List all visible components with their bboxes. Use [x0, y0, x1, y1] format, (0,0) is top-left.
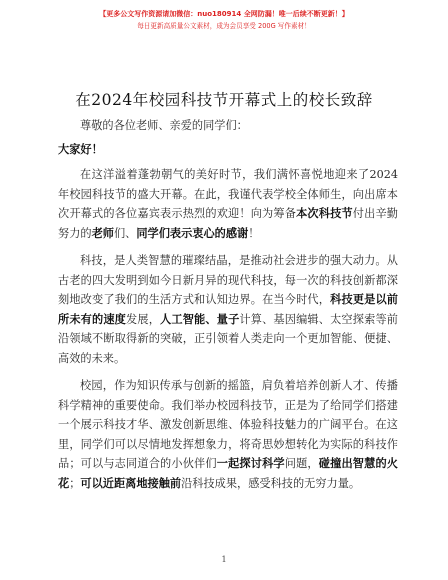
paragraph-2: [58, 251, 398, 368]
p2-bold-1: 科技更是以前所未有的速度: [58, 292, 398, 326]
promo-line-2: 每日更新高质量公文素材，成为会员享受 200G 写作素材！: [137, 22, 311, 30]
p2-text-d: 计算、基因编辑、太空探索等前沿领域不断取得新的突破，正引领着人类走向一个更加智能、便捷、高效的未来。: [58, 312, 398, 365]
p3-bold-1: 一起探讨科学: [216, 456, 285, 470]
promo-banner: [0, 8, 448, 32]
p2-bold-2: 人工智能、量子: [160, 311, 240, 326]
p3-text-a: 校园，作为知识传承与创新的摇篮，肩负着培养创新人才、传播科学精神的重要使命。我们举办校园科技节，正是为了给同学们搭建一个展示科技才华、激发创新思维、体验科技魅力的广阔平台。在这里，同学们可以尽情地发挥想象力，将奇思妙想转化为实际的科技作品；可以与志同道合的小伙伴们: [58, 379, 398, 470]
p2-text-c: 发展，: [126, 312, 161, 326]
p3-text-d: ；: [69, 476, 81, 490]
page-number: 1: [221, 555, 227, 564]
greeting: 大家好！: [58, 141, 103, 156]
page-title: 在2024年校园科技节开幕式上的校长致辞: [75, 91, 373, 109]
paragraph-3: [58, 376, 398, 493]
promo-line-1: 【更多公文写作资源请加微信：nuo180914 全网防漏！唯一后续不断更新！】: [99, 10, 349, 18]
salutation: 尊敬的各位老师、亲爱的同学们：: [80, 119, 248, 132]
p1-text-a: 在这洋溢着蓬勃朝气的美好时节，我们满怀喜悦地迎来了2024年校园科技节的盛大开幕。在此，我谨代表学校全体师生，向出席本次开幕式的各位嘉宾表示热烈的欢迎！向为筹备: [58, 168, 398, 220]
p1-bold-2: 老师: [91, 225, 114, 240]
p2-text-a: 科技，是人类智慧的璀璨结晶，是推动社会进步的强大动力。从古老的四大发明到如今日新月异的现代科技，每一次的科技创新都深刻地改变了我们的生活方式和认知边界。在当今时代，: [58, 254, 398, 306]
p3-bold-2: 碰撞出智慧的火花: [58, 456, 398, 490]
paragraph-1: [58, 165, 398, 243]
p3-text-c: 问题，: [284, 457, 319, 470]
p1-text-e: ！: [248, 226, 260, 240]
p1-text-d: 们、: [113, 226, 137, 240]
p3-text-e: 沿科技成果，感受科技的无穷力量。: [181, 476, 361, 490]
p1-text-c: 付出辛勤努力的: [58, 207, 398, 240]
p3-bold-3: 可以近距离地接触前: [80, 475, 182, 490]
p1-bold-1: 本次科技节: [296, 206, 353, 220]
p1-bold-3: 同学们表示衷心的感谢: [136, 225, 249, 240]
document-body: [58, 116, 398, 501]
